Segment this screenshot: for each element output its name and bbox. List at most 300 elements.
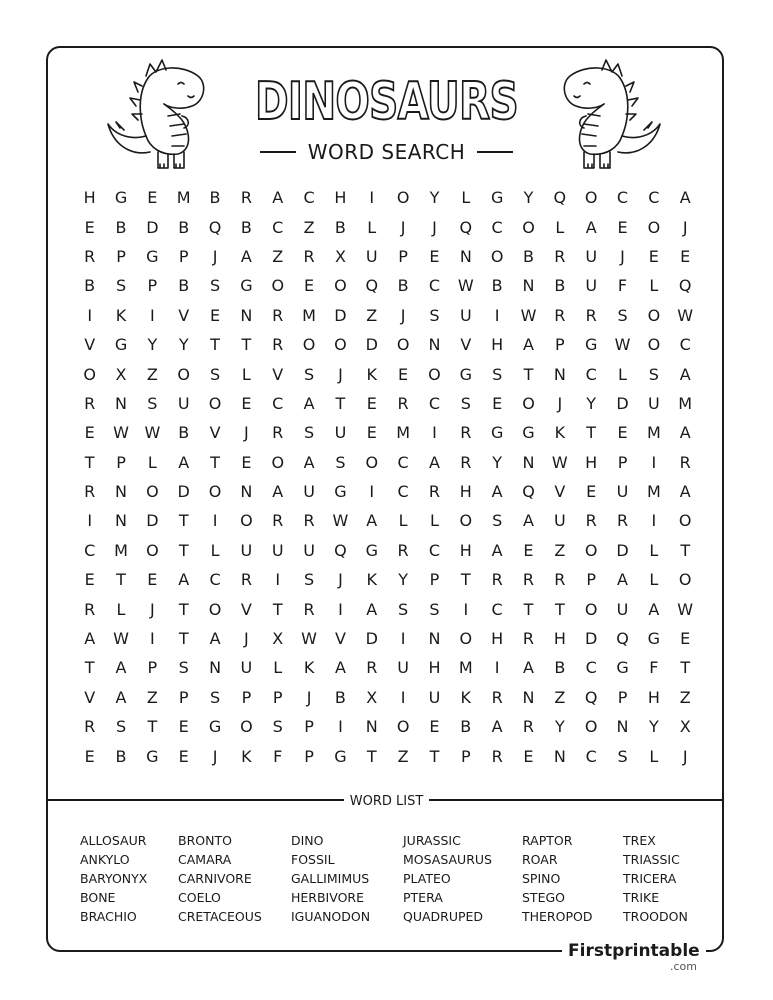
grid-cell: E — [366, 393, 377, 413]
grid-cell: T — [147, 717, 158, 737]
grid-cell: Z — [554, 687, 566, 707]
grid-cell: T — [335, 393, 346, 413]
grid-cell: S — [272, 717, 283, 737]
grid-cell: U — [177, 393, 190, 413]
grid-cell: O — [396, 717, 410, 737]
grid-cell: T — [178, 599, 189, 619]
grid-cell: P — [429, 570, 440, 590]
grid-cell: A — [679, 423, 691, 443]
word-item: BRONTO — [178, 833, 232, 848]
grid-cell: R — [84, 599, 96, 619]
grid-cell: Y — [492, 452, 503, 472]
grid-cell: Y — [147, 335, 158, 355]
grid-cell: G — [490, 188, 504, 208]
grid-cell: O — [146, 540, 159, 560]
grid-cell: O — [146, 482, 159, 502]
grid-cell: P — [116, 452, 126, 472]
grid-cell: S — [209, 364, 221, 384]
page-subtitle: WORD SEARCH — [307, 140, 466, 164]
grid-cell: E — [680, 246, 691, 266]
brand-domain: .com — [670, 960, 697, 973]
grid-cell: L — [461, 188, 471, 208]
word-item: TROODON — [623, 909, 688, 924]
word-item: ALLOSAUR — [80, 833, 147, 848]
grid-cell: E — [617, 423, 628, 443]
grid-cell: J — [306, 687, 312, 707]
grid-cell: S — [492, 511, 503, 531]
grid-row — [74, 653, 704, 682]
grid-row — [74, 448, 704, 477]
grid-cell: T — [210, 335, 220, 355]
grid-cell: E — [84, 570, 95, 590]
word-item: BONE — [80, 890, 116, 905]
grid-cell: N — [553, 364, 566, 384]
grid-cell: I — [212, 511, 218, 531]
word-item: SPINO — [522, 871, 561, 886]
grid-cell: P — [304, 746, 314, 766]
word-item: PLATEO — [403, 871, 451, 886]
grid-cell: H — [491, 335, 504, 355]
grid-cell: U — [616, 599, 629, 619]
grid-cell: I — [369, 482, 375, 502]
grid-cell: W — [457, 276, 474, 296]
grid-cell: E — [492, 393, 503, 413]
grid-row — [74, 271, 704, 300]
grid-cell: D — [365, 335, 378, 355]
grid-cell: O — [490, 246, 504, 266]
grid-cell: C — [679, 335, 691, 355]
grid-cell: T — [523, 364, 534, 384]
word-item: PTERA — [403, 890, 443, 905]
grid-cell: M — [646, 482, 661, 502]
grid-cell: N — [522, 452, 535, 472]
grid-cell: D — [177, 482, 190, 502]
grid-cell: W — [113, 423, 129, 443]
grid-cell: Q — [584, 687, 598, 707]
grid-cell: D — [334, 305, 347, 325]
grid-row — [74, 624, 704, 653]
grid-row — [74, 594, 704, 623]
grid-cell: G — [334, 746, 347, 766]
grid-cell: S — [304, 423, 315, 443]
grid-row — [74, 242, 704, 271]
grid-row — [74, 477, 704, 506]
grid-cell: S — [648, 364, 659, 384]
grid-cell: W — [332, 511, 349, 531]
grid-cell: A — [209, 629, 221, 649]
grid-cell: Y — [398, 570, 408, 590]
grid-cell: F — [617, 276, 628, 296]
grid-cell: R — [240, 188, 252, 208]
word-column — [623, 831, 703, 926]
grid-cell: W — [614, 335, 631, 355]
grid-cell: G — [114, 335, 128, 355]
grid-cell: A — [366, 511, 378, 531]
word-item: GALLIMIMUS — [291, 871, 370, 886]
grid-cell: A — [115, 687, 127, 707]
grid-cell: U — [271, 540, 284, 560]
grid-cell: N — [522, 687, 535, 707]
grid-cell: Y — [554, 717, 565, 737]
grid-cell: E — [429, 246, 440, 266]
grid-cell: T — [178, 511, 189, 531]
grid-cell: G — [114, 188, 128, 208]
grid-cell: S — [429, 305, 440, 325]
grid-cell: B — [178, 276, 190, 296]
grid-cell: A — [491, 482, 503, 502]
grid-cell: G — [334, 482, 347, 502]
subtitle-rule-left — [260, 151, 296, 153]
grid-cell: N — [115, 393, 127, 413]
grid-cell: O — [208, 482, 222, 502]
grid-cell: C — [84, 540, 96, 560]
grid-cell: U — [334, 423, 347, 443]
grid-cell: P — [555, 335, 565, 355]
grid-cell: R — [397, 393, 409, 413]
grid-cell: U — [553, 511, 566, 531]
grid-cell: I — [338, 599, 343, 619]
grid-cell: C — [397, 482, 409, 502]
grid-cell: H — [491, 629, 504, 649]
grid-cell: R — [272, 335, 284, 355]
grid-cell: O — [522, 217, 535, 237]
grid-cell: S — [617, 305, 628, 325]
grid-cell: D — [585, 629, 598, 649]
grid-cell: E — [241, 452, 252, 472]
grid-cell: Q — [459, 217, 473, 237]
grid-cell: G — [522, 423, 535, 443]
grid-cell: T — [680, 540, 691, 560]
grid-cell: I — [150, 629, 155, 649]
page-title: DINOSAURS — [255, 72, 518, 132]
grid-cell: C — [303, 188, 315, 208]
word-column — [403, 831, 522, 926]
grid-cell: G — [240, 276, 253, 296]
grid-cell: U — [303, 540, 315, 560]
grid-cell: L — [618, 364, 627, 384]
grid-cell: O — [522, 393, 535, 413]
grid-cell: J — [150, 599, 155, 619]
grid-cell: O — [678, 570, 692, 590]
grid-cell: O — [177, 364, 190, 384]
grid-cell: A — [648, 599, 660, 619]
grid-cell: W — [677, 599, 694, 619]
grid-cell: D — [616, 393, 629, 413]
grid-cell: G — [459, 364, 472, 384]
grid-cell: R — [272, 305, 284, 325]
grid-cell: N — [365, 717, 378, 737]
letter-grid — [74, 183, 704, 771]
grid-cell: J — [682, 746, 688, 766]
word-item: COELO — [178, 890, 221, 905]
grid-cell: A — [428, 452, 440, 472]
grid-cell: A — [491, 717, 503, 737]
word-item: CRETACEOUS — [178, 909, 262, 924]
grid-cell: T — [116, 570, 126, 590]
grid-cell: Q — [616, 629, 629, 649]
grid-cell: W — [520, 305, 537, 325]
grid-cell: P — [398, 246, 408, 266]
grid-cell: E — [241, 393, 252, 413]
grid-cell: G — [365, 540, 378, 560]
grid-cell: C — [585, 746, 597, 766]
grid-cell: A — [679, 188, 691, 208]
grid-cell: L — [241, 364, 251, 384]
grid-cell: D — [146, 217, 159, 237]
grid-cell: V — [334, 629, 346, 649]
grid-cell: L — [649, 746, 659, 766]
grid-cell: O — [334, 276, 347, 296]
grid-cell: P — [617, 452, 628, 472]
grid-cell: R — [240, 570, 252, 590]
grid-cell: D — [616, 540, 629, 560]
grid-cell: C — [428, 276, 441, 296]
grid-cell: W — [677, 305, 694, 325]
grid-cell: U — [616, 482, 629, 502]
grid-cell: T — [429, 746, 440, 766]
grid-cell: E — [304, 276, 315, 296]
grid-cell: J — [682, 217, 688, 237]
grid-cell: R — [272, 423, 284, 443]
grid-cell: H — [585, 452, 598, 472]
grid-cell: E — [523, 540, 534, 560]
grid-row — [74, 741, 704, 770]
grid-cell: W — [551, 452, 568, 472]
grid-cell: R — [522, 629, 535, 649]
grid-cell: H — [459, 540, 472, 560]
grid-cell: E — [680, 629, 691, 649]
grid-cell: U — [459, 305, 472, 325]
grid-cell: C — [648, 188, 660, 208]
grid-cell: E — [178, 717, 189, 737]
grid-cell: O — [459, 629, 473, 649]
grid-cell: S — [178, 658, 189, 678]
grid-cell: H — [553, 629, 566, 649]
word-item: BRACHIO — [80, 909, 137, 924]
grid-cell: B — [460, 717, 472, 737]
grid-cell: P — [147, 658, 158, 678]
grid-row — [74, 506, 704, 535]
grid-cell: G — [647, 629, 661, 649]
word-item: CARNIVORE — [178, 871, 252, 886]
grid-cell: R — [491, 746, 503, 766]
grid-cell: J — [432, 217, 437, 237]
grid-cell: I — [463, 599, 469, 619]
grid-cell: R — [366, 658, 378, 678]
grid-cell: V — [460, 335, 472, 355]
grid-cell: M — [302, 305, 316, 325]
grid-cell: V — [209, 423, 221, 443]
word-item: TRICERA — [623, 871, 677, 886]
grid-cell: S — [335, 452, 346, 472]
grid-cell: O — [647, 217, 661, 237]
grid-cell: O — [459, 511, 473, 531]
grid-cell: S — [492, 364, 503, 384]
grid-cell: R — [491, 687, 503, 707]
grid-cell: V — [240, 599, 252, 619]
grid-cell: A — [523, 658, 534, 678]
grid-cell: G — [146, 746, 159, 766]
grid-cell: P — [586, 570, 596, 590]
grid-cell: B — [209, 188, 221, 208]
word-item: ROAR — [522, 852, 558, 867]
grid-cell: B — [554, 276, 566, 296]
grid-cell: P — [178, 687, 189, 707]
grid-cell: X — [679, 717, 691, 737]
grid-cell: R — [84, 717, 96, 737]
grid-cell: L — [649, 276, 659, 296]
grid-cell: Q — [522, 482, 535, 502]
grid-cell: T — [680, 658, 691, 678]
word-item: IGUANODON — [291, 909, 371, 924]
grid-cell: O — [83, 364, 96, 384]
grid-cell: S — [460, 393, 471, 413]
grid-cell: X — [272, 629, 284, 649]
grid-row — [74, 330, 704, 359]
grid-cell: Z — [554, 540, 566, 560]
grid-cell: R — [554, 246, 566, 266]
grid-cell: O — [334, 335, 347, 355]
grid-cell: A — [272, 188, 284, 208]
grid-cell: I — [651, 511, 657, 531]
grid-row — [74, 418, 704, 447]
grid-cell: M — [458, 658, 473, 678]
grid-cell: N — [115, 482, 127, 502]
grid-cell: L — [555, 217, 565, 237]
grid-cell: J — [620, 246, 625, 266]
grid-cell: U — [365, 246, 378, 266]
grid-cell: C — [585, 658, 597, 678]
grid-cell: T — [84, 452, 95, 472]
grid-cell: Z — [146, 687, 158, 707]
grid-cell: R — [303, 599, 315, 619]
word-item: STEGO — [522, 890, 565, 905]
grid-cell: B — [84, 276, 96, 296]
grid-cell: O — [302, 335, 316, 355]
grid-cell: H — [647, 687, 660, 707]
grid-cell: Q — [553, 188, 567, 208]
grid-cell: L — [147, 452, 157, 472]
grid-cell: O — [208, 599, 222, 619]
grid-cell: B — [178, 217, 190, 237]
grid-row — [74, 359, 704, 388]
grid-cell: A — [523, 335, 534, 355]
grid-cell: I — [494, 305, 500, 325]
grid-cell: N — [553, 746, 566, 766]
grid-cell: J — [212, 746, 218, 766]
grid-cell: K — [241, 746, 252, 766]
grid-cell: R — [84, 393, 96, 413]
grid-cell: P — [304, 717, 314, 737]
grid-cell: A — [334, 658, 346, 678]
grid-cell: G — [584, 335, 598, 355]
grid-cell: A — [617, 570, 628, 590]
grid-cell: V — [84, 335, 96, 355]
word-item: ANKYLO — [80, 852, 130, 867]
grid-cell: M — [646, 423, 661, 443]
wordlist-title-row — [0, 790, 773, 809]
grid-cell: S — [209, 276, 221, 296]
grid-cell: B — [397, 276, 409, 296]
word-item: MOSASAURUS — [403, 852, 492, 867]
grid-cell: U — [397, 658, 409, 678]
grid-cell: L — [649, 570, 659, 590]
grid-cell: H — [83, 188, 96, 208]
grid-cell: B — [334, 217, 346, 237]
grid-cell: P — [147, 276, 158, 296]
grid-cell: B — [115, 746, 127, 766]
grid-cell: S — [115, 717, 127, 737]
grid-cell: C — [491, 599, 503, 619]
grid-cell: G — [490, 423, 504, 443]
grid-cell: E — [84, 423, 95, 443]
word-item: TREX — [623, 833, 656, 848]
grid-cell: Z — [366, 305, 378, 325]
word-column — [291, 831, 403, 926]
grid-cell: S — [617, 746, 628, 766]
grid-cell: G — [616, 658, 629, 678]
grid-cell: Z — [272, 246, 284, 266]
word-item: CAMARA — [178, 852, 232, 867]
grid-cell: R — [585, 511, 597, 531]
grid-cell: A — [679, 482, 691, 502]
grid-cell: O — [584, 540, 598, 560]
grid-cell: H — [428, 658, 441, 678]
grid-cell: N — [240, 305, 253, 325]
grid-row — [74, 565, 704, 594]
grid-cell: Z — [397, 746, 409, 766]
grid-cell: C — [585, 364, 597, 384]
grid-cell: T — [178, 540, 189, 560]
grid-cell: D — [146, 511, 159, 531]
grid-cell: U — [303, 482, 315, 502]
grid-cell: T — [586, 423, 597, 443]
grid-cell: X — [334, 246, 346, 266]
grid-cell: K — [460, 687, 472, 707]
grid-cell: R — [84, 482, 96, 502]
grid-cell: O — [647, 305, 661, 325]
grid-cell: R — [585, 305, 597, 325]
grid-cell: J — [400, 305, 406, 325]
subtitle-rule-right — [477, 151, 513, 153]
grid-cell: L — [273, 658, 283, 678]
grid-row — [74, 536, 704, 565]
grid-cell: J — [338, 364, 343, 384]
grid-cell: P — [178, 246, 189, 266]
grid-cell: O — [240, 511, 253, 531]
word-item: FOSSIL — [291, 852, 335, 867]
grid-cell: W — [144, 423, 161, 443]
grid-cell: T — [178, 629, 189, 649]
grid-cell: I — [87, 511, 93, 531]
grid-cell: U — [240, 540, 253, 560]
grid-cell: T — [366, 746, 377, 766]
grid-cell: E — [429, 717, 440, 737]
grid-cell: L — [398, 511, 408, 531]
grid-cell: A — [272, 482, 284, 502]
grid-cell: J — [338, 570, 343, 590]
word-item: JURASSIC — [403, 833, 461, 848]
grid-cell: C — [397, 452, 409, 472]
grid-cell: R — [397, 540, 409, 560]
grid-cell: R — [460, 452, 472, 472]
word-item: QUADRUPED — [403, 909, 484, 924]
grid-cell: R — [522, 717, 535, 737]
word-item: BARYONYX — [80, 871, 148, 886]
grid-cell: S — [147, 393, 158, 413]
grid-cell: O — [584, 599, 598, 619]
grid-cell: V — [178, 305, 190, 325]
